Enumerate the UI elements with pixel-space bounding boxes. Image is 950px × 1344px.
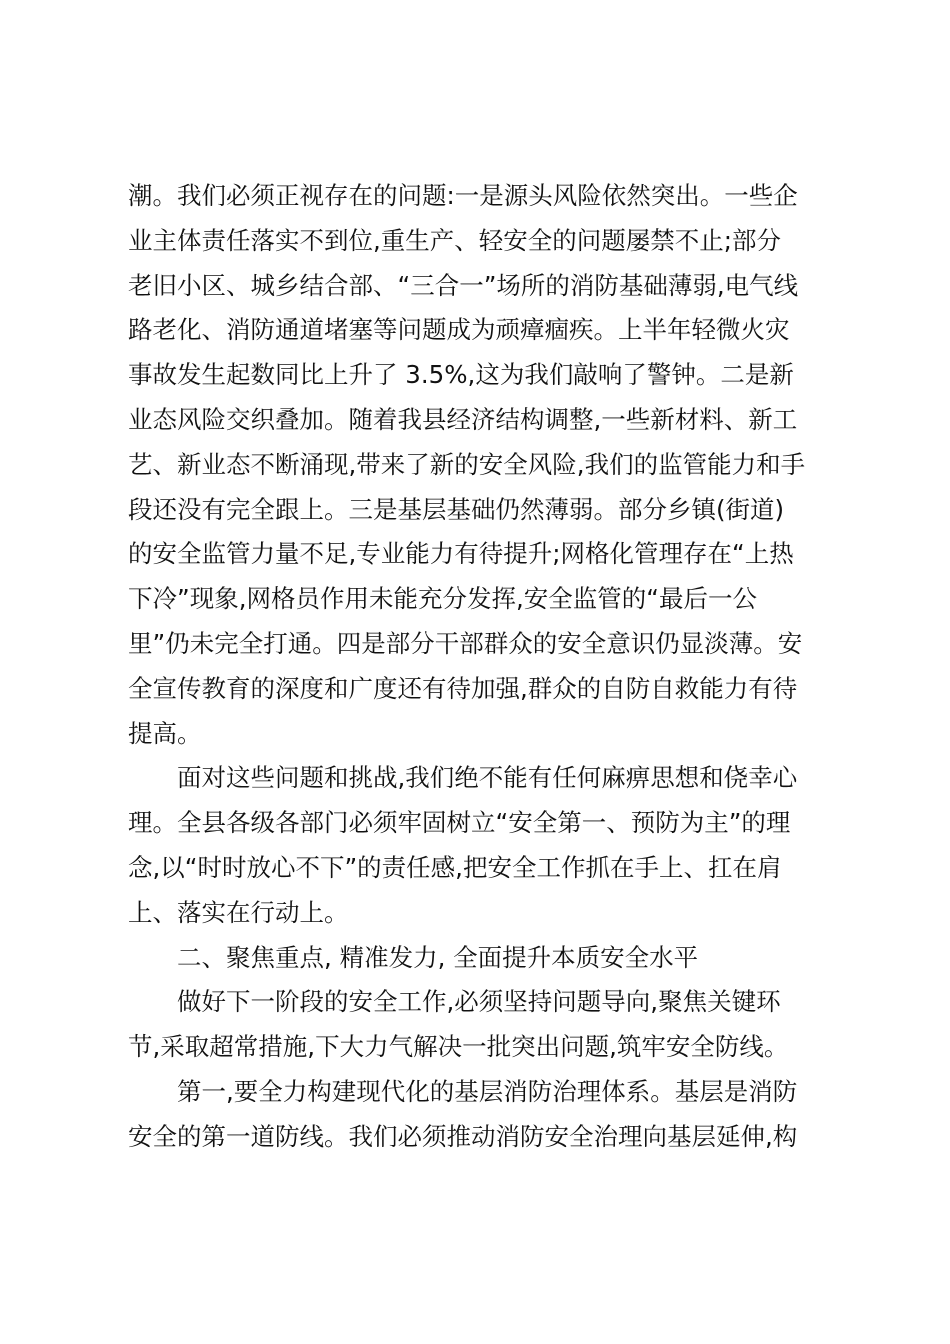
text-line: 老旧小区、城乡结合部、“三合一”场所的消防基础薄弱,电气线 [128,270,799,300]
body-text [128,174,840,1160]
text-line: 下冷”现象,网格员作用未能充分发挥,安全监管的“最后一公 [128,584,757,614]
paragraph-start-line: 面对这些问题和挑战,我们绝不能有任何麻痹思想和侥幸心 [177,763,798,793]
text-line: 艺、新业态不断涌现,带来了新的安全风险,我们的监管能力和手 [128,449,806,479]
paragraph-start-line: 第一,要全力构建现代化的基层消防治理体系。基层是消防 [177,1076,798,1106]
text-line: 业主体责任落实不到位,重生产、轻安全的问题屡禁不止;部分 [128,225,782,255]
text-line: 潮。我们必须正视存在的问题:一是源头风险依然突出。一些企 [128,181,798,210]
section-heading: 二、聚焦重点, 精准发力, 全面提升本质安全水平 [177,942,699,972]
text-line: 段还没有完全跟上。三是基层基础仍然薄弱。部分乡镇(街道) [128,494,785,524]
text-line: 提高。 [128,718,202,748]
paragraph-start-line: 做好下一阶段的安全工作,必须坚持问题导向,聚焦关键环 [177,987,781,1017]
text-line: 念,以“时时放心不下”的责任感,把安全工作抓在手上、扛在肩 [128,852,782,882]
text-line: 业态风险交织叠加。随着我县经济结构调整,一些新材料、新工 [128,404,798,434]
text-line: 节,采取超常措施,下大力气解决一批突出问题,筑牢安全防线。 [128,1032,789,1062]
text-line: 全宣传教育的深度和广度还有待加强,群众的自防自救能力有待 [128,673,798,703]
text-line: 上、落实在行动上。 [128,897,349,927]
text-line: 安全的第一道防线。我们必须推动消防安全治理向基层延伸,构 [128,1121,798,1151]
text-line: 的安全监管力量不足,专业能力有待提升;网格化管理存在“上热 [128,539,794,569]
text-line: 路老化、消防通道堵塞等问题成为顽瘴痼疾。上半年轻微火灾 [128,315,790,345]
text-line: 事故发生起数同比上升了 3.5%,这为我们敲响了警钟。二是新 [128,360,794,390]
text-line: 理。全县各级各部门必须牢固树立“安全第一、预防为主”的理 [128,808,791,838]
text-line: 里”仍未完全打通。四是部分干部群众的安全意识仍显淡薄。安 [128,628,803,658]
